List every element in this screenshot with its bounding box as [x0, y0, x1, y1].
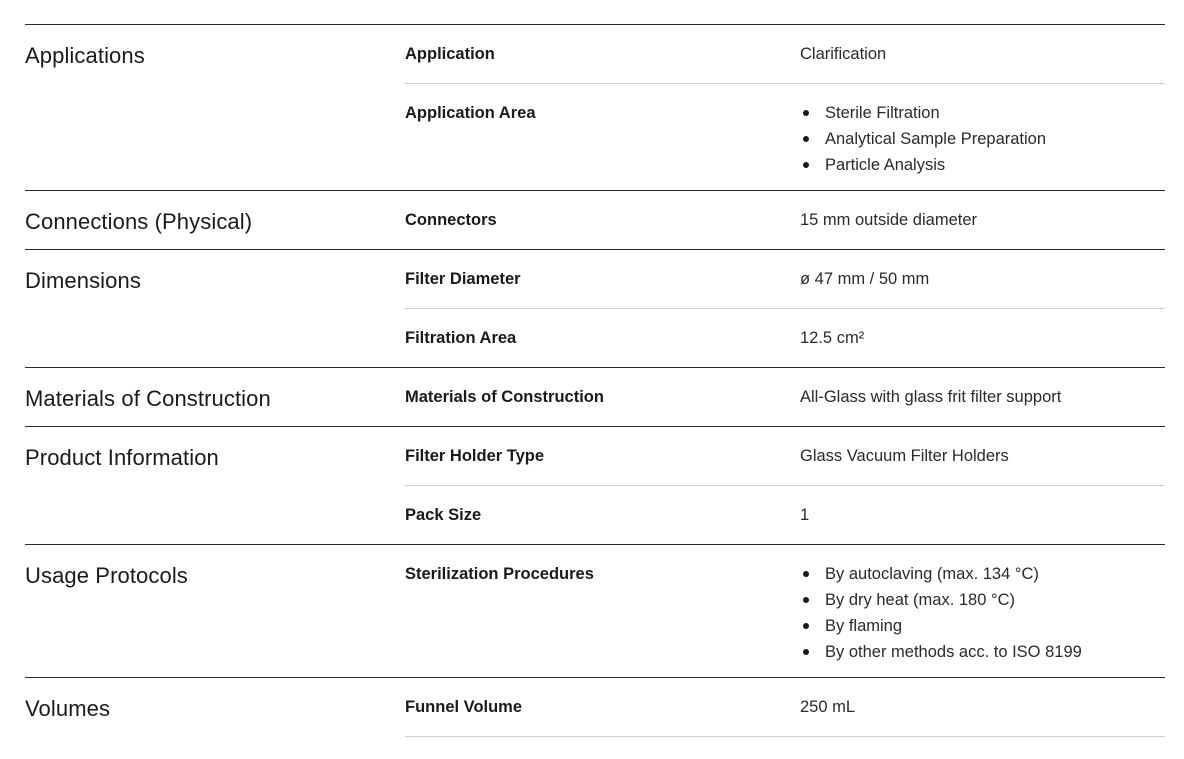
- group-rows: [405, 678, 1165, 737]
- spec-value: ø 47 mm / 50 mm: [800, 270, 930, 288]
- group-rows: [405, 25, 1165, 190]
- group-title: Product Information: [25, 445, 219, 470]
- spec-label: Application: [405, 45, 495, 63]
- group-rows: [405, 545, 1165, 677]
- group-rows: [405, 250, 1165, 367]
- spec-label: Filtration Area: [405, 329, 517, 347]
- spec-value-list: [800, 561, 1165, 665]
- spec-row: [405, 84, 1165, 190]
- spec-value: 12.5 cm²: [800, 329, 865, 347]
- list-item: By dry heat (max. 180 °C): [800, 587, 1165, 613]
- spec-label: Filter Holder Type: [405, 447, 545, 465]
- list-item: By flaming: [800, 613, 1165, 639]
- spec-row: [405, 309, 1165, 367]
- spec-row: [405, 678, 1165, 737]
- spec-label: Pack Size: [405, 506, 482, 524]
- spec-row: [405, 368, 1165, 426]
- group-title: Materials of Construction: [25, 386, 271, 411]
- bullet-list: [800, 561, 1165, 665]
- spec-value: All-Glass with glass frit filter support: [800, 388, 1062, 406]
- spec-group-materials: [25, 367, 1165, 426]
- spec-label: Application Area: [405, 104, 536, 122]
- spec-value: 250 mL: [800, 698, 856, 716]
- spec-label: Connectors: [405, 211, 497, 229]
- spec-row: [405, 545, 1165, 677]
- spec-row: [405, 486, 1165, 544]
- spec-group-volumes: [25, 677, 1165, 737]
- spec-group-connections: [25, 190, 1165, 249]
- group-rows: [405, 427, 1165, 544]
- list-item: Sterile Filtration: [800, 100, 1165, 126]
- spec-group-usage-protocols: [25, 544, 1165, 677]
- spec-value: 1: [800, 506, 810, 524]
- list-item: By other methods acc. to ISO 8199: [800, 639, 1165, 665]
- list-item: Particle Analysis: [800, 152, 1165, 178]
- spec-label: Materials of Construction: [405, 388, 604, 406]
- spec-row: [405, 427, 1165, 486]
- spec-group-applications: [25, 24, 1165, 190]
- spec-group-dimensions: [25, 249, 1165, 367]
- group-title: Volumes: [25, 696, 111, 721]
- group-title: Usage Protocols: [25, 563, 188, 588]
- spec-row: [405, 191, 1165, 249]
- group-rows: [405, 368, 1165, 426]
- spec-label: Funnel Volume: [405, 698, 523, 716]
- spec-value: Clarification: [800, 45, 887, 63]
- spec-table: [25, 24, 1165, 737]
- bullet-list: [800, 100, 1165, 178]
- group-rows: [405, 191, 1165, 249]
- group-title: Connections (Physical): [25, 209, 253, 234]
- spec-value: Glass Vacuum Filter Holders: [800, 447, 1009, 465]
- spec-label: Sterilization Procedures: [405, 565, 594, 583]
- group-title: Applications: [25, 43, 145, 68]
- group-title: Dimensions: [25, 268, 141, 293]
- spec-value: 15 mm outside diameter: [800, 211, 977, 229]
- spec-row: [405, 25, 1165, 84]
- list-item: By autoclaving (max. 134 °C): [800, 561, 1165, 587]
- spec-label: Filter Diameter: [405, 270, 521, 288]
- list-item: Analytical Sample Preparation: [800, 126, 1165, 152]
- spec-group-product-information: [25, 426, 1165, 544]
- spec-row: [405, 250, 1165, 309]
- spec-value-list: [800, 100, 1165, 178]
